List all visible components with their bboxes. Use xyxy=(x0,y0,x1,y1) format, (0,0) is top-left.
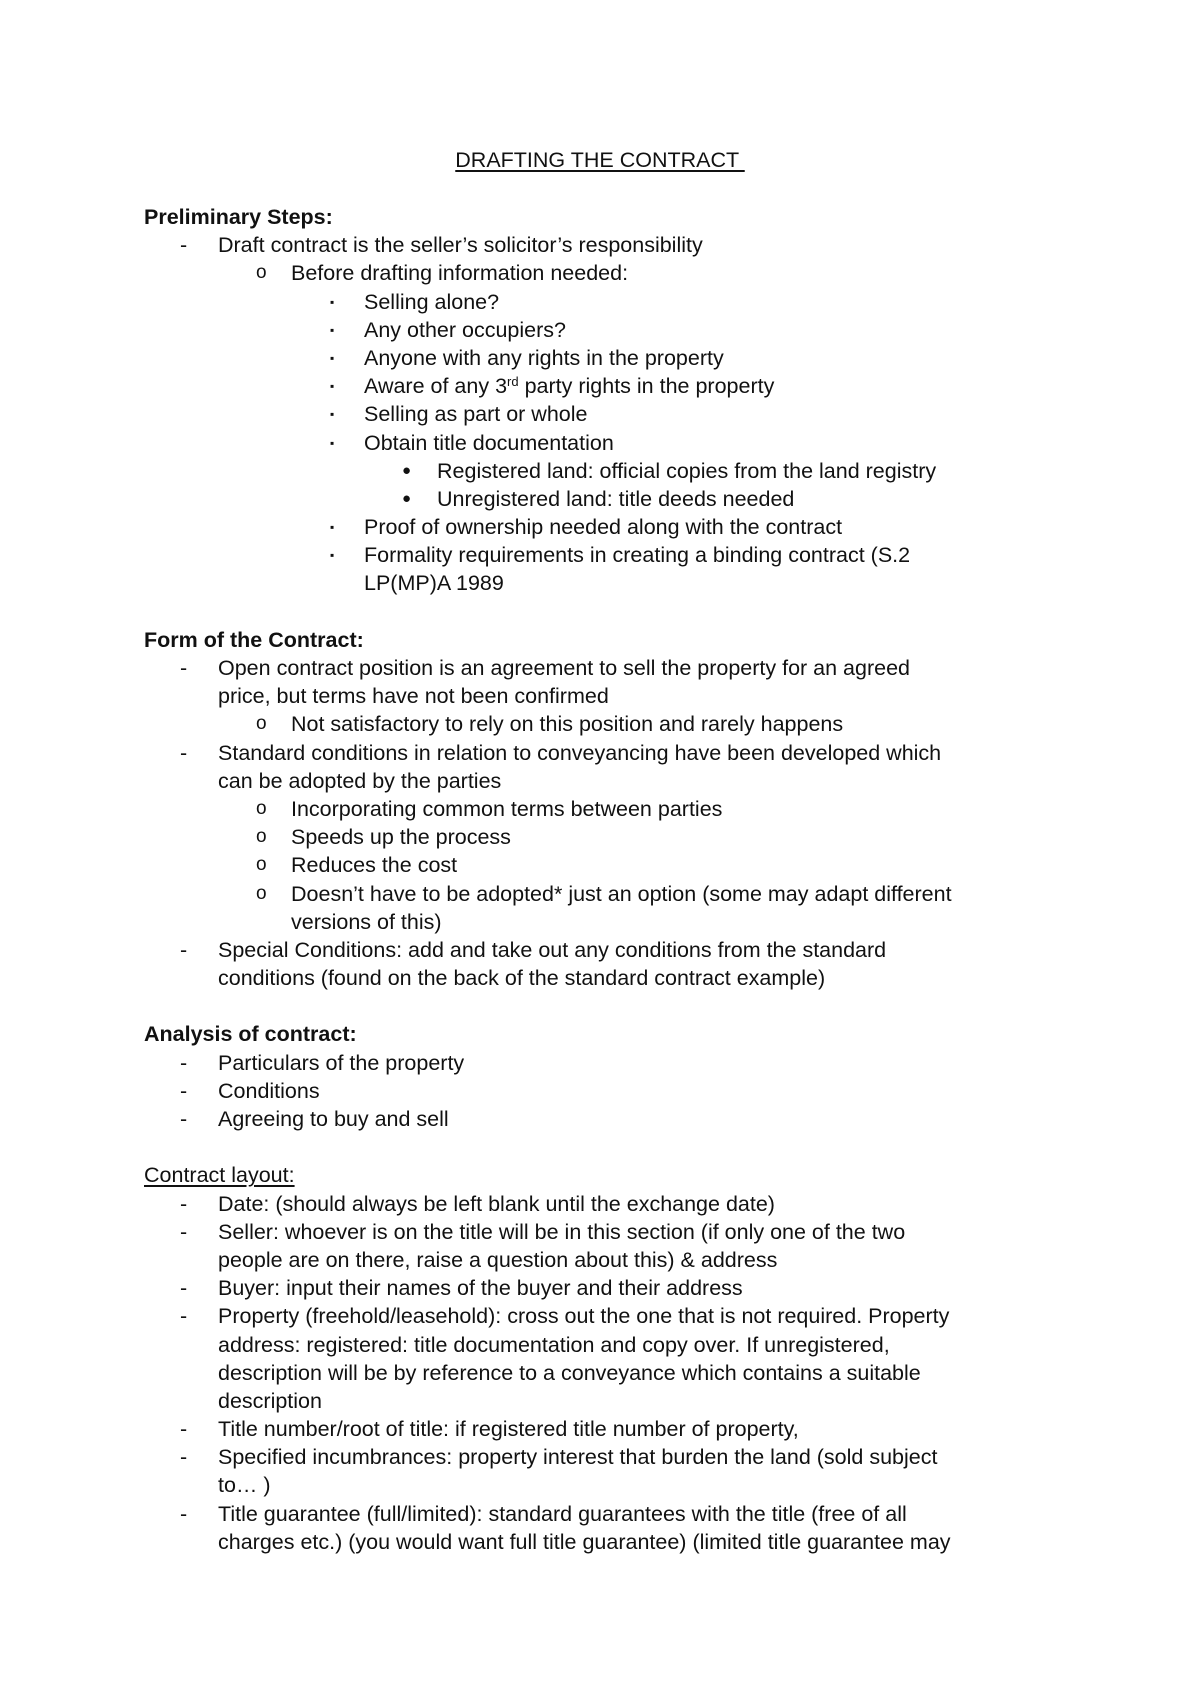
list-item-continuation: can be adopted by the parties xyxy=(218,768,502,793)
dash-marker: - xyxy=(180,1191,188,1216)
list-item xyxy=(144,1302,1064,1330)
list-item-continuation: address: registered: title documentation and copy over. If unregistered, xyxy=(218,1332,890,1357)
square-bullet-icon: ▪ xyxy=(330,294,335,309)
square-bullet-icon: ▪ xyxy=(330,435,335,450)
list-item-text: Any other occupiers? xyxy=(364,317,566,342)
document-title xyxy=(0,146,1200,174)
dash-marker: - xyxy=(180,1417,188,1442)
list-item-continuation: price, but terms have not been confirmed xyxy=(218,684,609,709)
list-item-continuation: description will be by reference to a conveyance which contains a suitable xyxy=(218,1360,921,1385)
list-item-text: Not satisfactory to rely on this position and rarely happens xyxy=(291,712,844,737)
list-item-text: Formality requirements in creating a binding contract (S.2 xyxy=(364,543,911,568)
list-item-text: Speeds up the process xyxy=(291,825,511,850)
dash-marker: - xyxy=(180,1078,188,1103)
list-item xyxy=(144,851,1064,879)
dash-marker: - xyxy=(180,937,188,962)
preliminary-heading: Preliminary Steps: xyxy=(144,205,333,229)
dash-marker: - xyxy=(180,1050,188,1075)
list-item xyxy=(144,880,1064,908)
list-item xyxy=(144,513,1064,541)
list-item xyxy=(144,457,1064,485)
list-item xyxy=(144,1218,1064,1246)
circle-marker: o xyxy=(256,713,267,735)
circle-marker: o xyxy=(256,854,267,876)
list-item-text: Title number/root of title: if registered title number of property, xyxy=(218,1417,799,1442)
list-item-text: Selling alone? xyxy=(364,289,500,314)
list-item-continuation: description xyxy=(218,1388,322,1413)
dash-marker: - xyxy=(180,1304,188,1329)
list-item-text: Obtain title documentation xyxy=(364,430,614,455)
list-item-text: Special Conditions: add and take out any conditions from the standard xyxy=(218,937,887,962)
list-item xyxy=(144,739,1064,767)
list-item xyxy=(144,1443,1064,1471)
circle-marker: o xyxy=(256,797,267,819)
spacer xyxy=(144,992,1064,1020)
list-item xyxy=(144,936,1064,964)
list-item-continuation: people are on there, raise a question about this) & address xyxy=(218,1247,778,1272)
list-item-text: Open contract position is an agreement to sell the property for an agreed xyxy=(218,656,910,680)
list-item xyxy=(144,541,1064,569)
list-item xyxy=(144,429,1064,457)
dash-marker: - xyxy=(180,1219,188,1244)
list-item xyxy=(144,372,1064,400)
list-item-text: Title guarantee (full/limited): standard guarantees with the title (free of all xyxy=(218,1501,907,1526)
list-item-text: Reduces the cost xyxy=(291,853,458,878)
title-text: DRAFTING THE CONTRACT xyxy=(455,148,745,172)
dash-marker: - xyxy=(180,233,188,258)
list-item-text: Anyone with any rights in the property xyxy=(364,345,724,370)
list-item-continuation: conditions (found on the back of the standard contract example) xyxy=(218,966,826,991)
list-item-continuation: to… ) xyxy=(218,1473,271,1498)
list-item xyxy=(144,1105,1064,1133)
round-bullet-icon: ● xyxy=(402,461,412,479)
square-bullet-icon: ▪ xyxy=(330,548,335,563)
list-item-text-pre: Aware of any 3 xyxy=(364,374,508,399)
list-item xyxy=(144,823,1064,851)
circle-marker: o xyxy=(256,882,267,904)
list-item xyxy=(144,231,1064,259)
list-item-text: Incorporating common terms between parties xyxy=(291,796,723,821)
superscript-rd: rd xyxy=(507,374,519,390)
list-item-text: Doesn’t have to be adopted* just an option (some may adapt different xyxy=(291,881,952,906)
list-item xyxy=(144,1190,1064,1218)
dash-marker: - xyxy=(180,1501,188,1526)
list-item-text: Property (freehold/leasehold): cross out the one that is not required. Property xyxy=(218,1304,950,1329)
list-item-continuation: LP(MP)A 1989 xyxy=(364,571,504,596)
spacer xyxy=(144,598,1064,626)
list-item-text: Seller: whoever is on the title will be in this section (if only one of the two xyxy=(218,1219,906,1244)
list-item xyxy=(144,344,1064,372)
list-item-text: Conditions xyxy=(218,1078,320,1103)
spacer xyxy=(144,1133,1064,1161)
list-item xyxy=(144,1274,1064,1302)
list-item xyxy=(144,259,1064,287)
circle-marker: o xyxy=(256,826,267,848)
list-item xyxy=(144,1077,1064,1105)
square-bullet-icon: ▪ xyxy=(330,322,335,337)
list-item-text: Particulars of the property xyxy=(218,1050,465,1075)
list-item-text: Specified incumbrances: property interest that burden the land (sold subject xyxy=(218,1445,938,1470)
list-item-continuation: charges etc.) (you would want full title guarantee) (limited title guarantee may xyxy=(218,1529,951,1554)
dash-marker: - xyxy=(180,740,188,765)
list-item xyxy=(144,1415,1064,1443)
list-item xyxy=(144,1500,1064,1528)
list-item-text: Proof of ownership needed along with the contract xyxy=(364,515,843,540)
square-bullet-icon: ▪ xyxy=(330,520,335,535)
list-item xyxy=(144,485,1064,513)
list-item xyxy=(144,710,1064,738)
list-item xyxy=(144,1049,1064,1077)
dash-marker: - xyxy=(180,656,188,680)
square-bullet-icon: ▪ xyxy=(330,350,335,365)
list-item-text: Buyer: input their names of the buyer and their address xyxy=(218,1276,743,1301)
list-item-text: Agreeing to buy and sell xyxy=(218,1107,449,1131)
list-item xyxy=(144,316,1064,344)
list-item-text: Date: (should always be left blank until the exchange date) xyxy=(218,1191,775,1216)
list-item xyxy=(144,654,1064,682)
document-body xyxy=(144,203,1064,1556)
layout-heading: Contract layout: xyxy=(144,1163,295,1188)
list-item-text-post: party rights in the property xyxy=(518,374,775,399)
list-item-continuation: versions of this) xyxy=(291,909,442,934)
list-item-text: Draft contract is the seller’s solicitor’s responsibility xyxy=(218,233,703,258)
square-bullet-icon: ▪ xyxy=(330,379,335,394)
list-item-text: Standard conditions in relation to conveyancing have been developed which xyxy=(218,740,942,765)
round-bullet-icon: ● xyxy=(402,489,412,507)
list-item-text: Registered land: official copies from the land registry xyxy=(437,458,937,483)
circle-marker: o xyxy=(256,262,267,284)
list-item xyxy=(144,288,1064,316)
dash-marker: - xyxy=(180,1107,188,1131)
list-item-text: Unregistered land: title deeds needed xyxy=(437,486,795,511)
list-item xyxy=(144,795,1064,823)
square-bullet-icon: ▪ xyxy=(330,407,335,422)
dash-marker: - xyxy=(180,1276,188,1301)
list-item xyxy=(144,400,1064,428)
dash-marker: - xyxy=(180,1445,188,1470)
analysis-heading: Analysis of contract: xyxy=(144,1022,357,1047)
form-heading: Form of the Contract: xyxy=(144,627,364,652)
list-item-text: Selling as part or whole xyxy=(364,402,588,427)
list-item-text: Before drafting information needed: xyxy=(291,261,629,286)
